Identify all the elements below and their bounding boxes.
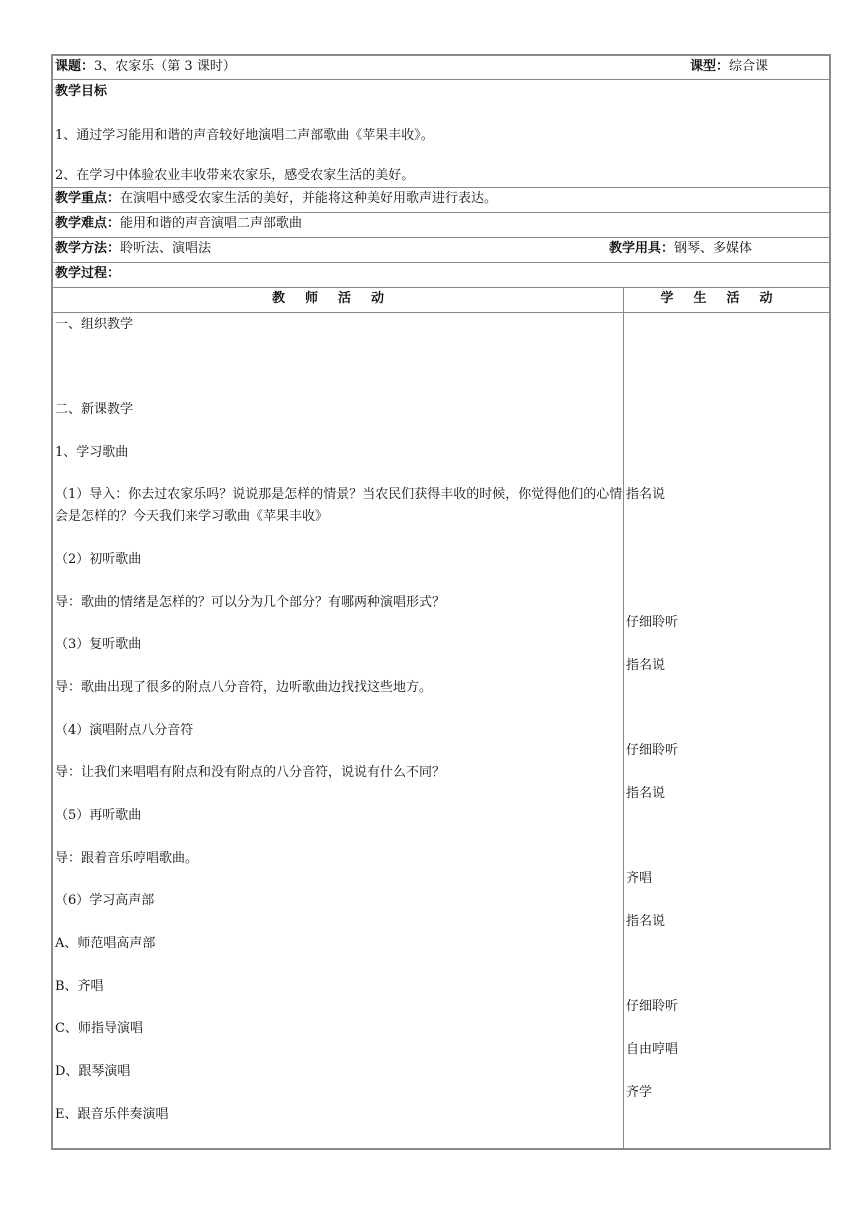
- difficulty-cell: [55, 216, 302, 232]
- type-label: 课型：: [690, 59, 730, 74]
- teacher-line: 导：歌曲的情绪是怎样的？可以分为几个部分？有哪两种演唱形式？: [55, 595, 446, 610]
- teacher-line: D、跟琴演唱: [55, 1064, 131, 1079]
- teacher-line: （6）学习高声部: [55, 893, 155, 908]
- tools-label: 教学用具：: [609, 241, 675, 256]
- student-line: 仔细聆听: [626, 615, 679, 630]
- method-value: 聆听法、演唱法: [120, 241, 212, 256]
- teacher-line: （4）演唱附点八分音符: [55, 723, 194, 738]
- difficulty-row: [53, 212, 829, 238]
- objective-item: 2、在学习中体验农业丰收带来农家乐，感受农家生活的美好。: [55, 168, 415, 183]
- key-point-label: 教学重点：: [55, 191, 121, 206]
- objectives-label: 教学目标: [55, 84, 108, 99]
- topic-row: [53, 56, 829, 80]
- type-cell: [690, 59, 768, 75]
- teacher-line: （2）初听歌曲: [55, 552, 142, 567]
- objectives-row: [53, 79, 829, 188]
- teacher-line: 导：歌曲出现了很多的附点八分音符，边听歌曲边找找这些地方。: [55, 680, 433, 695]
- teacher-line: （1）导入：你去过农家乐吗？说说那是怎样的情景？当农民们获得丰收的时候，你觉得他们的心情会是怎样的？今天我们来学习歌曲《苹果丰收》: [55, 487, 623, 524]
- student-column-header: 学生活动: [624, 287, 829, 313]
- student-line: 指名说: [626, 658, 666, 673]
- method-cell: [55, 241, 211, 257]
- method-row: [53, 237, 829, 263]
- key-point-row: [53, 187, 829, 213]
- type-value: 综合课: [729, 59, 769, 74]
- teacher-line: 一、组织教学: [55, 317, 134, 332]
- tools-cell: [609, 241, 752, 257]
- teacher-line: A、师范唱高声部: [55, 936, 156, 951]
- tools-value: 钢琴、多媒体: [674, 241, 753, 256]
- topic-label: 课题：: [55, 59, 95, 74]
- key-point-cell: [55, 191, 497, 207]
- objective-item: 1、通过学习能用和谐的声音较好地演唱二声部歌曲《苹果丰收》。: [55, 128, 434, 143]
- student-line: 齐学: [626, 1085, 653, 1100]
- key-point-value: 在演唱中感受农家生活的美好，并能将这种美好用歌声进行表达。: [120, 191, 498, 206]
- student-line: 齐唱: [626, 871, 653, 886]
- teacher-line: 导：让我们来唱唱有附点和没有附点的八分音符，说说有什么不同？: [55, 765, 446, 780]
- difficulty-label: 教学难点：: [55, 216, 121, 231]
- student-line: 自由哼唱: [626, 1042, 679, 1057]
- student-line: 指名说: [626, 786, 666, 801]
- topic-cell: [55, 59, 236, 75]
- teacher-activity-column: [53, 287, 624, 1148]
- topic-value: 3、农家乐（第 3 课时）: [94, 59, 236, 74]
- student-activity-column: [624, 287, 829, 1148]
- teacher-line: E、跟音乐伴奏演唱: [55, 1107, 169, 1122]
- student-line: 指名说: [626, 914, 666, 929]
- process-row: [53, 262, 829, 288]
- process-label: 教学过程：: [55, 266, 121, 281]
- teacher-line: C、师指导演唱: [55, 1021, 143, 1036]
- teacher-line: 1、学习歌曲: [55, 445, 129, 460]
- difficulty-value: 能用和谐的声音演唱二声部歌曲: [120, 216, 303, 231]
- student-line: 仔细聆听: [626, 999, 679, 1014]
- teacher-line: （5）再听歌曲: [55, 808, 142, 823]
- teacher-column-header: 教师活动: [53, 287, 623, 313]
- teacher-line: 二、新课教学: [55, 402, 134, 417]
- lesson-plan-table: [51, 54, 831, 1150]
- teacher-line: B、齐唱: [55, 979, 104, 994]
- student-line: 仔细聆听: [626, 743, 679, 758]
- teacher-line: （3）复听歌曲: [55, 637, 142, 652]
- student-line: 指名说: [626, 487, 666, 502]
- method-label: 教学方法：: [55, 241, 121, 256]
- teacher-line: 导：跟着音乐哼唱歌曲。: [55, 851, 199, 866]
